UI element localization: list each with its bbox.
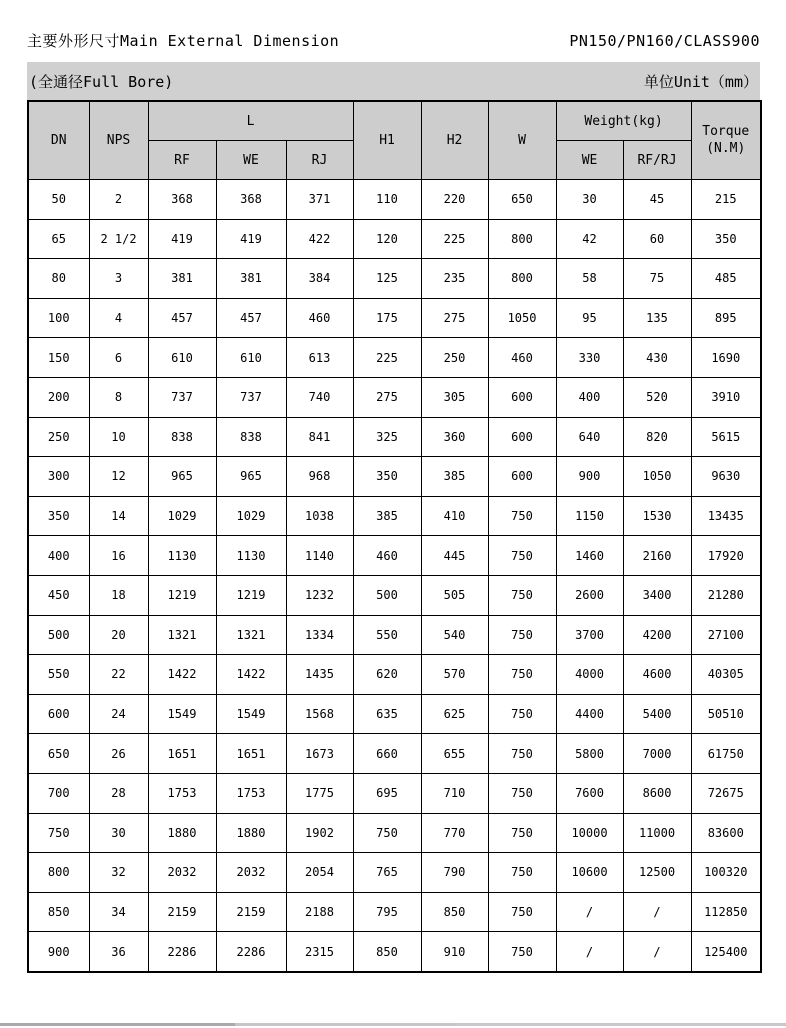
torque-label-line2: (N.M) (706, 140, 746, 156)
table-cell: 1880 (216, 813, 286, 853)
table-cell: 24 (89, 694, 148, 734)
table-cell: 1140 (286, 536, 353, 576)
table-cell: 900 (28, 932, 89, 972)
col-header-h1: H1 (353, 101, 421, 180)
table-cell: 8600 (623, 773, 691, 813)
table-cell: 26 (89, 734, 148, 774)
table-cell: / (623, 892, 691, 932)
table-cell: 500 (353, 575, 421, 615)
table-body (28, 180, 761, 972)
table-cell: 1038 (286, 496, 353, 536)
table-cell: 457 (216, 298, 286, 338)
table-cell: 10600 (556, 853, 623, 893)
table-cell: 6 (89, 338, 148, 378)
table-cell: 400 (556, 377, 623, 417)
table-cell: 750 (353, 813, 421, 853)
table-cell: 540 (421, 615, 488, 655)
table-cell: 2286 (148, 932, 216, 972)
table-cell: / (556, 932, 623, 972)
table-cell: 410 (421, 496, 488, 536)
table-cell: 350 (691, 219, 761, 259)
table-cell: 1549 (216, 694, 286, 734)
table-cell: 1902 (286, 813, 353, 853)
table-cell: 550 (28, 655, 89, 695)
table-cell: 36 (89, 932, 148, 972)
table-cell: 1130 (148, 536, 216, 576)
table-cell: 300 (28, 457, 89, 497)
table-cell: 445 (421, 536, 488, 576)
table-cell: 550 (353, 615, 421, 655)
table-cell: 20 (89, 615, 148, 655)
table-cell: 18 (89, 575, 148, 615)
table-cell: 1549 (148, 694, 216, 734)
table-cell: 613 (286, 338, 353, 378)
table-cell: 655 (421, 734, 488, 774)
table-cell: 1651 (216, 734, 286, 774)
table-cell: 60 (623, 219, 691, 259)
table-cell: 350 (28, 496, 89, 536)
table-cell: 790 (421, 853, 488, 893)
table-cell: 3700 (556, 615, 623, 655)
table-cell: 17920 (691, 536, 761, 576)
table-cell: 22 (89, 655, 148, 695)
table-cell: 7600 (556, 773, 623, 813)
col-header-h2: H2 (421, 101, 488, 180)
table-cell: 125 (353, 259, 421, 299)
table-cell: 368 (148, 180, 216, 220)
col-header-weight-we: WE (556, 141, 623, 180)
bottom-rule-segment-light (235, 1023, 456, 1026)
table-cell: 838 (216, 417, 286, 457)
table-cell: 150 (28, 338, 89, 378)
table-cell: 737 (148, 377, 216, 417)
table-cell: 841 (286, 417, 353, 457)
table-cell: 419 (216, 219, 286, 259)
table-cell: 750 (488, 615, 556, 655)
table-cell: 200 (28, 377, 89, 417)
table-cell: 750 (488, 655, 556, 695)
table-cell: 737 (216, 377, 286, 417)
table-cell: 625 (421, 694, 488, 734)
table-cell: 850 (421, 892, 488, 932)
col-header-l-group: L (148, 101, 353, 141)
table-cell: 430 (623, 338, 691, 378)
table-cell: 5800 (556, 734, 623, 774)
col-header-weight-rfrj: RF/RJ (623, 141, 691, 180)
table-cell: 750 (488, 496, 556, 536)
table-cell: 968 (286, 457, 353, 497)
table-cell: 50 (28, 180, 89, 220)
table-row (28, 773, 761, 813)
bottom-rule-segment-light2 (456, 1023, 786, 1026)
table-cell: 10000 (556, 813, 623, 853)
table-cell: 1690 (691, 338, 761, 378)
bottom-rule-segment-dark (0, 1023, 235, 1026)
table-cell: 13435 (691, 496, 761, 536)
table-cell: 72675 (691, 773, 761, 813)
table-cell: 570 (421, 655, 488, 695)
table-cell: 2032 (216, 853, 286, 893)
table-row (28, 457, 761, 497)
table-cell: 610 (216, 338, 286, 378)
table-cell: 750 (488, 734, 556, 774)
table-cell: 80 (28, 259, 89, 299)
table-cell: 4600 (623, 655, 691, 695)
table-cell: 4 (89, 298, 148, 338)
table-cell: 750 (488, 536, 556, 576)
table-cell: 750 (488, 773, 556, 813)
col-header-torque (691, 101, 761, 180)
table-cell: 4200 (623, 615, 691, 655)
table-cell: 1219 (216, 575, 286, 615)
table-cell: 12500 (623, 853, 691, 893)
table-cell: 1150 (556, 496, 623, 536)
table-cell: 21280 (691, 575, 761, 615)
table-cell: 1673 (286, 734, 353, 774)
table-cell: 1530 (623, 496, 691, 536)
table-cell: 27100 (691, 615, 761, 655)
table-cell: 1568 (286, 694, 353, 734)
table-cell: 30 (556, 180, 623, 220)
table-row (28, 734, 761, 774)
table-cell: 2160 (623, 536, 691, 576)
table-cell: 58 (556, 259, 623, 299)
table-row (28, 180, 761, 220)
table-row (28, 298, 761, 338)
table-cell: 600 (488, 377, 556, 417)
table-row (28, 932, 761, 972)
table-cell: 385 (421, 457, 488, 497)
table-cell: 250 (28, 417, 89, 457)
table-cell: 800 (28, 853, 89, 893)
table-cell: 740 (286, 377, 353, 417)
table-cell: 1651 (148, 734, 216, 774)
table-cell: 34 (89, 892, 148, 932)
table-cell: 1050 (623, 457, 691, 497)
table-cell: 112850 (691, 892, 761, 932)
table-cell: 110 (353, 180, 421, 220)
table-cell: 600 (28, 694, 89, 734)
table-cell: 9630 (691, 457, 761, 497)
table-cell: 635 (353, 694, 421, 734)
table-cell: 419 (148, 219, 216, 259)
table-cell: 175 (353, 298, 421, 338)
table-cell: 32 (89, 853, 148, 893)
unit-label: 单位Unit（mm） (643, 72, 758, 91)
table-cell: 50510 (691, 694, 761, 734)
table-cell: 1422 (216, 655, 286, 695)
table-cell: 500 (28, 615, 89, 655)
table-cell: 42 (556, 219, 623, 259)
table-cell: 16 (89, 536, 148, 576)
table-cell: 100 (28, 298, 89, 338)
table-cell: 750 (488, 575, 556, 615)
table-cell: 135 (623, 298, 691, 338)
col-header-l-rj: RJ (286, 141, 353, 180)
table-cell: 1753 (216, 773, 286, 813)
table-cell: 1460 (556, 536, 623, 576)
table-cell: 65 (28, 219, 89, 259)
table-row (28, 496, 761, 536)
table-cell: 650 (28, 734, 89, 774)
table-cell: 2600 (556, 575, 623, 615)
table-cell: 1130 (216, 536, 286, 576)
table-cell: 325 (353, 417, 421, 457)
table-cell: 1422 (148, 655, 216, 695)
table-cell: 1029 (148, 496, 216, 536)
col-header-weight-group: Weight(kg) (556, 101, 691, 141)
table-cell: 30 (89, 813, 148, 853)
table-cell: 2315 (286, 932, 353, 972)
table-cell: 965 (216, 457, 286, 497)
table-cell: 12 (89, 457, 148, 497)
table-cell: 1775 (286, 773, 353, 813)
table-cell: 460 (488, 338, 556, 378)
table-cell: 360 (421, 417, 488, 457)
table-cell: 275 (353, 377, 421, 417)
table-cell: 640 (556, 417, 623, 457)
col-header-l-we: WE (216, 141, 286, 180)
table-cell: 100320 (691, 853, 761, 893)
table-cell: 250 (421, 338, 488, 378)
table-cell: 225 (421, 219, 488, 259)
table-cell: 2188 (286, 892, 353, 932)
table-cell: 600 (488, 417, 556, 457)
table-cell: 895 (691, 298, 761, 338)
table-cell: 3400 (623, 575, 691, 615)
table-cell: 400 (28, 536, 89, 576)
table-cell: 385 (353, 496, 421, 536)
table-cell: 8 (89, 377, 148, 417)
table-cell: 710 (421, 773, 488, 813)
table-cell: 520 (623, 377, 691, 417)
table-cell: 330 (556, 338, 623, 378)
table-row (28, 892, 761, 932)
header-row-1 (28, 101, 761, 141)
table-row (28, 536, 761, 576)
table-row (28, 259, 761, 299)
table-row (28, 377, 761, 417)
table-cell: 770 (421, 813, 488, 853)
table-cell: 61750 (691, 734, 761, 774)
page-title: 主要外形尺寸Main External Dimension (27, 32, 340, 50)
table-cell: 1321 (148, 615, 216, 655)
table-cell: 838 (148, 417, 216, 457)
table-cell: 1029 (216, 496, 286, 536)
table-row (28, 813, 761, 853)
col-header-dn: DN (28, 101, 89, 180)
table-cell: 750 (488, 853, 556, 893)
table-cell: / (623, 932, 691, 972)
section-bar (27, 62, 760, 100)
table-cell: 900 (556, 457, 623, 497)
col-header-l-rf: RF (148, 141, 216, 180)
table-cell: 750 (488, 694, 556, 734)
table-cell: 1753 (148, 773, 216, 813)
table-cell: 457 (148, 298, 216, 338)
bore-type-label: (全通径Full Bore) (29, 72, 174, 91)
table-row (28, 694, 761, 734)
table-cell: 750 (488, 892, 556, 932)
table-row (28, 655, 761, 695)
table-row (28, 338, 761, 378)
table-cell: 368 (216, 180, 286, 220)
table-cell: 305 (421, 377, 488, 417)
table-cell: 965 (148, 457, 216, 497)
table-cell: 125400 (691, 932, 761, 972)
table-cell: 11000 (623, 813, 691, 853)
table-cell: 600 (488, 457, 556, 497)
table-cell: 381 (148, 259, 216, 299)
table-cell: 1050 (488, 298, 556, 338)
table-cell: 422 (286, 219, 353, 259)
table-cell: 2159 (216, 892, 286, 932)
table-cell: 1334 (286, 615, 353, 655)
col-header-nps: NPS (89, 101, 148, 180)
table-cell: 1219 (148, 575, 216, 615)
table-cell: 850 (28, 892, 89, 932)
table-cell: 5615 (691, 417, 761, 457)
table-cell: 4000 (556, 655, 623, 695)
table-cell: 28 (89, 773, 148, 813)
table-cell: 220 (421, 180, 488, 220)
pressure-class-label: PN150/PN160/CLASS900 (569, 32, 760, 50)
table-cell: 3910 (691, 377, 761, 417)
table-cell: 750 (488, 932, 556, 972)
table-cell: 3 (89, 259, 148, 299)
table-cell: 450 (28, 575, 89, 615)
table-cell: 2 1/2 (89, 219, 148, 259)
col-header-w: W (488, 101, 556, 180)
table-cell: 275 (421, 298, 488, 338)
table-cell: 1321 (216, 615, 286, 655)
table-cell: 2054 (286, 853, 353, 893)
table-cell: 650 (488, 180, 556, 220)
table-cell: 1232 (286, 575, 353, 615)
table-cell: 700 (28, 773, 89, 813)
table-cell: 750 (28, 813, 89, 853)
table-cell: 14 (89, 496, 148, 536)
table-cell: 95 (556, 298, 623, 338)
table-cell: 83600 (691, 813, 761, 853)
table-cell: 40305 (691, 655, 761, 695)
table-cell: 2286 (216, 932, 286, 972)
table-cell: 850 (353, 932, 421, 972)
torque-label-line1: Torque (702, 124, 750, 140)
table-row (28, 575, 761, 615)
table-cell: 4400 (556, 694, 623, 734)
table-cell: 225 (353, 338, 421, 378)
table-cell: 460 (353, 536, 421, 576)
table-cell: 2159 (148, 892, 216, 932)
table-cell: 45 (623, 180, 691, 220)
table-cell: 460 (286, 298, 353, 338)
table-row (28, 853, 761, 893)
table-cell: 5400 (623, 694, 691, 734)
page-bottom-rule (0, 1023, 786, 1026)
table-cell: 120 (353, 219, 421, 259)
title-row (27, 30, 760, 51)
table-header (28, 101, 761, 180)
table-cell: 820 (623, 417, 691, 457)
table-row (28, 615, 761, 655)
table-cell: 384 (286, 259, 353, 299)
table-cell: 10 (89, 417, 148, 457)
table-cell: 505 (421, 575, 488, 615)
table-cell: 1880 (148, 813, 216, 853)
table-cell: 7000 (623, 734, 691, 774)
table-cell: 660 (353, 734, 421, 774)
table-cell: 350 (353, 457, 421, 497)
table-cell: 795 (353, 892, 421, 932)
table-cell: 800 (488, 259, 556, 299)
table-cell: 235 (421, 259, 488, 299)
table-cell: 371 (286, 180, 353, 220)
dimension-table (27, 100, 762, 973)
table-cell: 800 (488, 219, 556, 259)
table-cell: 910 (421, 932, 488, 972)
table-cell: / (556, 892, 623, 932)
table-cell: 2 (89, 180, 148, 220)
table-cell: 75 (623, 259, 691, 299)
table-row (28, 417, 761, 457)
table-cell: 2032 (148, 853, 216, 893)
table-cell: 485 (691, 259, 761, 299)
table-row (28, 219, 761, 259)
table-cell: 381 (216, 259, 286, 299)
table-cell: 765 (353, 853, 421, 893)
table-cell: 1435 (286, 655, 353, 695)
table-cell: 750 (488, 813, 556, 853)
table-cell: 610 (148, 338, 216, 378)
table-cell: 695 (353, 773, 421, 813)
table-cell: 215 (691, 180, 761, 220)
table-cell: 620 (353, 655, 421, 695)
